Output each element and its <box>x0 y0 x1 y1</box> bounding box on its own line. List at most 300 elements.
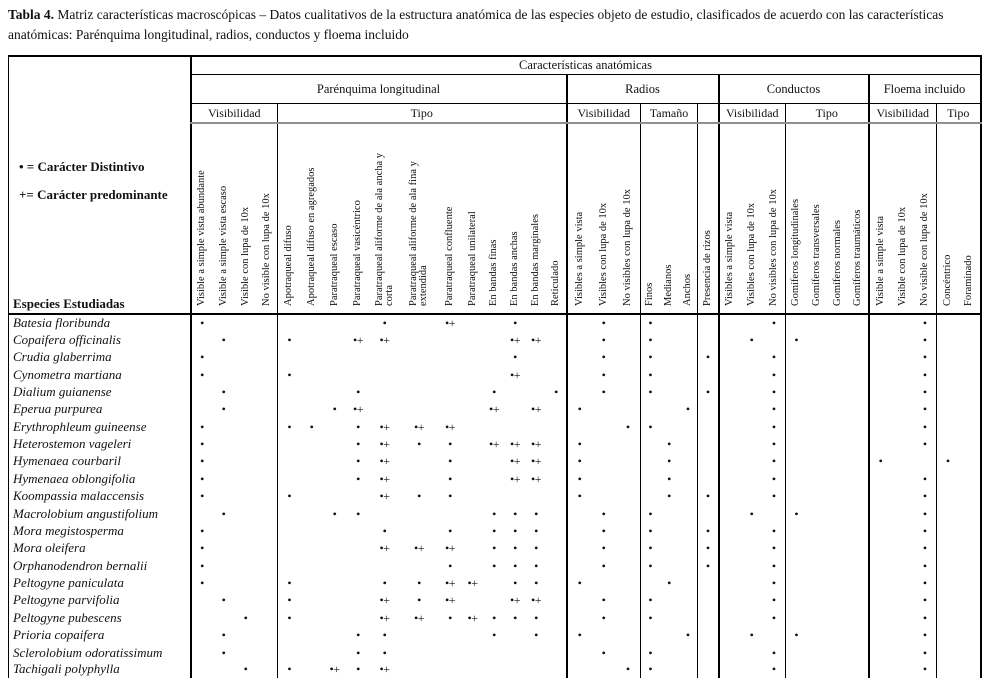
mark-cell: • <box>356 645 360 660</box>
mark-cell: • <box>417 437 421 451</box>
mark-cell: • <box>771 367 776 382</box>
group-header: Parénquima longitudinal <box>191 75 567 104</box>
column-header: Visible a simple vista abundante <box>191 123 213 314</box>
mark-cell <box>439 383 462 400</box>
mark-cell <box>741 522 763 539</box>
mark-cell: • <box>771 645 776 660</box>
mark-cell <box>400 453 439 470</box>
mark-cell <box>400 348 439 365</box>
mark-cell <box>679 540 698 557</box>
mark-cell <box>462 592 484 609</box>
mark-cell <box>786 314 807 331</box>
table-row <box>9 453 981 470</box>
mark-cell <box>869 435 892 452</box>
mark-cell: • <box>356 384 360 399</box>
mark-cell <box>526 314 547 331</box>
legend-distinctive: • = Carácter Distintivo <box>19 158 145 174</box>
mark-cell: • <box>922 332 927 347</box>
mark-cell <box>462 453 484 470</box>
subgroup-header: Visibilidad <box>719 104 786 123</box>
mark-cell: • <box>191 366 213 383</box>
mark-cell: • <box>922 593 927 608</box>
legend <box>19 153 190 210</box>
mark-cell <box>278 401 301 418</box>
mark-cell: • <box>448 471 452 486</box>
mark-cell <box>301 574 323 591</box>
mark-cell <box>807 574 828 591</box>
mark-cell: • <box>567 470 592 487</box>
mark-cell <box>828 626 849 643</box>
mark-cell <box>807 331 828 348</box>
mark-cell <box>400 626 439 643</box>
super-header: Características anatómicas <box>191 56 981 75</box>
mark-cell <box>786 348 807 365</box>
mark-cell <box>616 366 641 383</box>
mark-cell <box>937 661 959 678</box>
mark-cell: • <box>922 315 927 330</box>
mark-cell: • <box>641 540 660 557</box>
mark-cell <box>484 574 505 591</box>
mark-cell <box>807 470 828 487</box>
mark-cell: • <box>513 350 517 365</box>
mark-cell <box>849 470 869 487</box>
mark-cell: • <box>641 644 660 661</box>
mark-cell <box>547 574 567 591</box>
mark-cell <box>937 418 959 435</box>
mark-cell <box>828 366 849 383</box>
mark-cell <box>616 401 641 418</box>
mark-cell <box>400 331 439 348</box>
mark-cell <box>301 522 323 539</box>
mark-cell <box>719 522 741 539</box>
mark-cell <box>786 522 807 539</box>
mark-cell: • <box>356 419 360 434</box>
caption-label: Tabla 4. <box>8 7 55 22</box>
mark-cell: • <box>922 402 927 417</box>
mark-cell: •+ <box>379 662 390 677</box>
mark-cell: • <box>448 437 452 451</box>
mark-cell <box>807 314 828 331</box>
mark-cell <box>660 383 679 400</box>
mark-cell <box>849 592 869 609</box>
mark-cell <box>191 609 213 626</box>
mark-cell <box>257 661 278 678</box>
mark-cell <box>698 505 719 522</box>
mark-cell: •+ <box>414 541 424 556</box>
mark-cell <box>592 661 616 678</box>
mark-cell <box>937 348 959 365</box>
mark-cell <box>257 348 278 365</box>
mark-cell <box>698 366 719 383</box>
mark-cell: • <box>771 419 776 434</box>
mark-cell: • <box>191 557 213 574</box>
mark-cell: • <box>243 662 248 677</box>
mark-cell: • <box>534 506 538 521</box>
mark-cell: • <box>278 366 301 383</box>
mark-cell <box>892 574 914 591</box>
mark-cell <box>347 592 370 609</box>
mark-cell: •+ <box>510 471 520 486</box>
column-header: Gomíferos longitudinales <box>786 123 807 314</box>
mark-cell <box>592 435 616 452</box>
mark-cell <box>786 644 807 661</box>
mark-cell <box>301 453 323 470</box>
mark-cell <box>786 574 807 591</box>
mark-cell <box>323 540 347 557</box>
mark-cell <box>301 487 323 504</box>
mark-cell: • <box>601 315 606 330</box>
mark-cell <box>849 644 869 661</box>
mark-cell: • <box>771 384 776 399</box>
mark-cell <box>347 348 370 365</box>
mark-cell <box>828 574 849 591</box>
mark-cell <box>400 470 439 487</box>
mark-cell <box>719 418 741 435</box>
mark-cell <box>698 435 719 452</box>
mark-cell <box>462 644 484 661</box>
mark-cell <box>257 626 278 643</box>
subgroup-header: Visibilidad <box>869 104 937 123</box>
mark-cell <box>526 487 547 504</box>
mark-cell <box>807 487 828 504</box>
mark-cell <box>370 505 400 522</box>
mark-cell <box>698 470 719 487</box>
mark-cell <box>547 644 567 661</box>
mark-cell <box>959 348 981 365</box>
mark-cell <box>679 331 698 348</box>
mark-cell <box>278 522 301 539</box>
mark-cell: • <box>922 367 927 382</box>
mark-cell <box>505 644 526 661</box>
mark-cell <box>592 487 616 504</box>
mark-cell <box>347 574 370 591</box>
mark-cell <box>191 661 213 678</box>
column-header: Apotraqueal difuso <box>278 123 301 314</box>
mark-cell: • <box>771 662 776 677</box>
mark-cell <box>807 383 828 400</box>
mark-cell: • <box>534 576 538 590</box>
mark-cell <box>807 522 828 539</box>
mark-cell: • <box>221 384 226 399</box>
column-header: Gomíferos traumáticos <box>849 123 869 314</box>
species-column-header: Especies Estudiadas <box>13 295 125 311</box>
mark-cell <box>257 383 278 400</box>
mark-cell <box>301 314 323 331</box>
mark-cell <box>849 487 869 504</box>
mark-cell: • <box>922 419 927 434</box>
mark-cell <box>786 366 807 383</box>
mark-cell: • <box>382 523 387 538</box>
mark-cell: •+ <box>531 471 541 486</box>
mark-cell <box>257 470 278 487</box>
mark-cell <box>301 661 323 678</box>
mark-cell: • <box>922 384 927 399</box>
mark-cell <box>567 540 592 557</box>
mark-cell <box>235 435 257 452</box>
mark-cell: • <box>513 610 517 625</box>
mark-cell <box>641 453 660 470</box>
mark-cell <box>698 331 719 348</box>
mark-cell <box>547 348 567 365</box>
mark-cell: •+ <box>445 315 455 330</box>
mark-cell <box>869 314 892 331</box>
mark-cell <box>959 435 981 452</box>
mark-cell <box>660 522 679 539</box>
mark-cell <box>869 557 892 574</box>
mark-cell <box>719 331 741 348</box>
mark-cell <box>257 314 278 331</box>
table-caption <box>8 5 976 46</box>
mark-cell <box>400 522 439 539</box>
mark-cell: •+ <box>510 454 520 469</box>
mark-cell <box>370 401 400 418</box>
mark-cell: • <box>641 609 660 626</box>
mark-cell: • <box>492 610 496 625</box>
mark-cell <box>301 557 323 574</box>
mark-cell <box>641 470 660 487</box>
mark-cell <box>828 331 849 348</box>
mark-cell <box>301 366 323 383</box>
mark-cell: • <box>221 332 226 347</box>
mark-cell <box>719 453 741 470</box>
mark-cell <box>439 366 462 383</box>
mark-cell: • <box>641 383 660 400</box>
mark-cell <box>235 383 257 400</box>
mark-cell <box>592 574 616 591</box>
mark-cell: • <box>191 487 213 504</box>
mark-cell: • <box>698 522 719 539</box>
mark-cell <box>567 609 592 626</box>
mark-cell <box>323 435 347 452</box>
species-name: Copaifera officinalis <box>13 331 121 347</box>
mark-cell <box>892 470 914 487</box>
column-header: Visibles con lupa de 10x <box>592 123 616 314</box>
mark-cell <box>892 626 914 643</box>
mark-cell <box>484 592 505 609</box>
mark-cell: • <box>937 453 959 470</box>
species-name: Mora oleifera <box>13 540 86 556</box>
mark-cell: • <box>382 315 387 330</box>
mark-cell: • <box>534 628 538 643</box>
mark-cell <box>592 453 616 470</box>
mark-cell <box>301 470 323 487</box>
column-header: Medianos <box>660 123 679 314</box>
mark-cell <box>439 661 462 678</box>
mark-cell <box>547 626 567 643</box>
mark-cell: • <box>554 384 558 399</box>
mark-cell: • <box>601 350 606 365</box>
mark-cell <box>235 557 257 574</box>
mark-cell <box>257 557 278 574</box>
mark-cell <box>719 609 741 626</box>
mark-cell: • <box>191 470 213 487</box>
mark-cell <box>484 348 505 365</box>
mark-cell: •+ <box>379 541 390 556</box>
mark-cell <box>719 383 741 400</box>
mark-cell <box>278 540 301 557</box>
mark-cell <box>786 401 807 418</box>
mark-cell <box>484 366 505 383</box>
mark-cell <box>892 557 914 574</box>
mark-cell <box>892 661 914 678</box>
mark-cell <box>235 505 257 522</box>
mark-cell <box>526 661 547 678</box>
mark-cell <box>235 644 257 661</box>
table-row <box>9 557 981 574</box>
mark-cell <box>616 314 641 331</box>
mark-cell <box>235 453 257 470</box>
mark-cell <box>526 383 547 400</box>
mark-cell <box>959 626 981 643</box>
mark-cell: • <box>625 662 630 677</box>
mark-cell: • <box>922 350 927 365</box>
mark-cell <box>278 348 301 365</box>
mark-cell <box>191 626 213 643</box>
mark-cell <box>679 487 698 504</box>
mark-cell <box>235 366 257 383</box>
mark-cell <box>660 505 679 522</box>
mark-cell: • <box>749 506 754 521</box>
mark-cell <box>719 366 741 383</box>
mark-cell <box>547 470 567 487</box>
mark-cell <box>660 644 679 661</box>
mark-cell <box>849 435 869 452</box>
mark-cell <box>892 540 914 557</box>
mark-cell: • <box>448 523 452 538</box>
mark-cell <box>301 348 323 365</box>
mark-cell <box>462 487 484 504</box>
mark-cell <box>741 366 763 383</box>
mark-cell <box>616 435 641 452</box>
mark-cell <box>719 314 741 331</box>
mark-cell <box>679 418 698 435</box>
mark-cell <box>257 435 278 452</box>
mark-cell <box>698 609 719 626</box>
mark-cell: • <box>567 435 592 452</box>
mark-cell <box>679 383 698 400</box>
mark-cell: • <box>922 558 927 573</box>
mark-cell <box>567 383 592 400</box>
mark-cell: •+ <box>510 367 520 382</box>
mark-cell: • <box>771 315 776 330</box>
mark-cell <box>679 435 698 452</box>
mark-cell <box>462 470 484 487</box>
mark-cell <box>323 331 347 348</box>
mark-cell: • <box>448 558 452 573</box>
mark-cell <box>616 348 641 365</box>
mark-cell <box>462 383 484 400</box>
mark-cell: • <box>356 506 360 521</box>
mark-cell <box>400 401 439 418</box>
mark-cell <box>567 314 592 331</box>
mark-cell <box>849 522 869 539</box>
mark-cell <box>741 470 763 487</box>
mark-cell: • <box>417 593 421 608</box>
mark-cell: • <box>356 471 360 486</box>
mark-cell <box>869 487 892 504</box>
mark-cell <box>660 331 679 348</box>
mark-cell <box>807 644 828 661</box>
mark-cell <box>462 435 484 452</box>
mark-cell: •+ <box>379 332 390 347</box>
mark-cell <box>869 470 892 487</box>
mark-cell: • <box>492 384 496 399</box>
mark-cell <box>616 644 641 661</box>
mark-cell <box>616 574 641 591</box>
table-row <box>9 505 981 522</box>
mark-cell: • <box>922 541 927 556</box>
mark-cell: • <box>356 454 360 469</box>
mark-cell <box>786 540 807 557</box>
mark-cell <box>892 505 914 522</box>
mark-cell <box>213 366 235 383</box>
mark-cell <box>278 644 301 661</box>
mark-cell <box>828 522 849 539</box>
mark-cell <box>892 366 914 383</box>
mark-cell <box>892 592 914 609</box>
mark-cell <box>323 609 347 626</box>
mark-cell <box>400 505 439 522</box>
mark-cell: •+ <box>329 662 340 677</box>
mark-cell <box>959 453 981 470</box>
mark-cell <box>719 348 741 365</box>
mark-cell: • <box>922 489 927 504</box>
mark-cell <box>616 557 641 574</box>
mark-cell: • <box>685 628 690 643</box>
mark-cell <box>807 505 828 522</box>
mark-cell <box>869 383 892 400</box>
mark-cell <box>462 348 484 365</box>
mark-cell <box>213 470 235 487</box>
mark-cell: •+ <box>414 610 424 625</box>
mark-cell <box>439 401 462 418</box>
mark-cell <box>937 366 959 383</box>
mark-cell <box>616 592 641 609</box>
column-header: Visible a simple vista escaso <box>213 123 235 314</box>
column-header: Presencia de rizos <box>698 123 719 314</box>
mark-cell <box>278 453 301 470</box>
mark-cell: • <box>771 471 776 486</box>
mark-cell <box>828 487 849 504</box>
mark-cell: • <box>191 522 213 539</box>
mark-cell <box>592 470 616 487</box>
column-header: Apotraqueal difuso en agregados <box>301 123 323 314</box>
mark-cell: •+ <box>379 593 390 608</box>
mark-cell: • <box>771 454 776 469</box>
legend-predominant: += Carácter predominante <box>19 187 168 203</box>
mark-cell <box>741 418 763 435</box>
characteristics-matrix <box>0 55 984 678</box>
mark-cell <box>191 383 213 400</box>
mark-cell: • <box>534 541 538 556</box>
mark-cell <box>849 366 869 383</box>
mark-cell <box>347 366 370 383</box>
mark-cell <box>235 574 257 591</box>
species-name: Tachigali polyphylla <box>13 661 120 677</box>
mark-cell: • <box>382 576 387 590</box>
mark-cell <box>914 453 937 470</box>
mark-cell <box>400 661 439 678</box>
column-header: Concéntrico <box>937 123 959 314</box>
mark-cell: • <box>667 454 671 469</box>
mark-cell <box>505 661 526 678</box>
mark-cell <box>505 401 526 418</box>
mark-cell <box>439 331 462 348</box>
mark-cell: • <box>641 314 660 331</box>
mark-cell <box>959 592 981 609</box>
mark-cell: • <box>771 558 776 573</box>
mark-cell <box>828 348 849 365</box>
